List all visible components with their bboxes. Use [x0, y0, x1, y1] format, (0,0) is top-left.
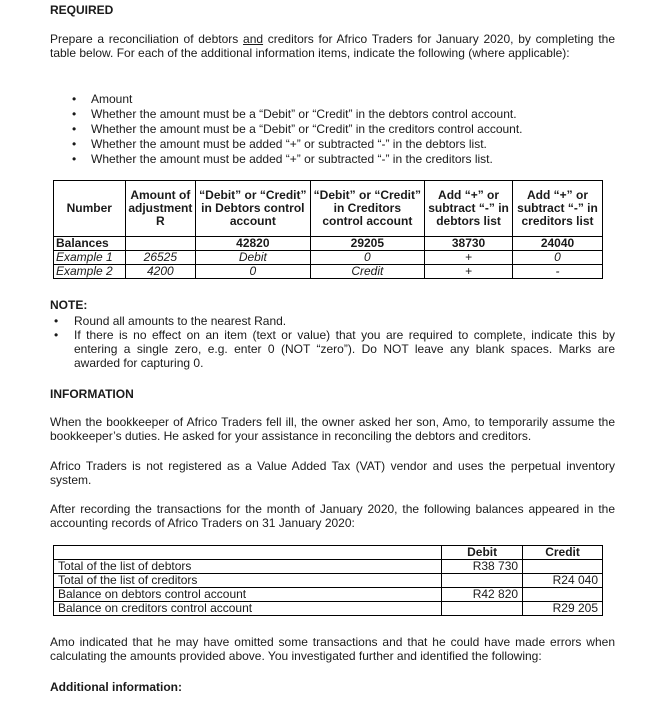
required-heading: REQUIRED	[50, 3, 114, 17]
cell-credit: R29 205	[523, 602, 603, 616]
cell-debtors-list: +	[425, 251, 513, 265]
row-label: Example 2	[54, 265, 126, 279]
cell-debtors-control: Debit	[196, 251, 311, 265]
cell-amount	[125, 237, 196, 251]
closing-paragraph: Amo indicated that he may have omitted some transactions and that he could have made errors when calculating the amounts provided above. You investigated further and identified the following:	[50, 635, 615, 663]
header-blank	[54, 546, 442, 560]
table-row	[54, 265, 603, 279]
cell-amount: 4200	[125, 265, 196, 279]
cell-creditors-control: 29205	[310, 237, 425, 251]
cell-credit: R24 040	[523, 574, 603, 588]
header-debtors-control: “Debit” or “Credit” in Debtors control account	[196, 181, 311, 237]
cell-creditors-list: 0	[513, 251, 603, 265]
header-creditors-list: Add “+” or subtract “-” in creditors list	[513, 181, 603, 237]
cell-amount: 26525	[125, 251, 196, 265]
additional-heading: Additional information:	[50, 680, 182, 694]
row-label: Balance on debtors control account	[54, 588, 442, 602]
table-row	[54, 588, 603, 602]
requirements-list	[66, 92, 626, 167]
table-row	[54, 560, 603, 574]
intro-paragraph	[50, 32, 615, 60]
cell-debit: R38 730	[442, 560, 523, 574]
list-item: • Amount	[66, 92, 626, 107]
list-item: • Whether the amount must be a “Debit” or “Credit” in the creditors control account.	[66, 122, 626, 137]
cell-debtors-control: 42820	[196, 237, 311, 251]
row-label: Total of the list of debtors	[54, 560, 442, 574]
list-item: • Whether the amount must be a “Debit” or “Credit” in the debtors control account.	[66, 107, 626, 122]
header-credit: Credit	[523, 546, 603, 560]
reconciliation-table	[53, 180, 603, 279]
table-row	[54, 574, 603, 588]
cell-creditors-list: 24040	[513, 237, 603, 251]
header-debtors-list: Add “+” or subtract “-” in debtors list	[425, 181, 513, 237]
intro-underlined: and	[243, 32, 264, 46]
row-label: Balances	[54, 237, 126, 251]
table-row	[54, 602, 603, 616]
header-debit: Debit	[442, 546, 523, 560]
cell-debit: R42 820	[442, 588, 523, 602]
cell-debtors-list: +	[425, 265, 513, 279]
cell-debtors-list: 38730	[425, 237, 513, 251]
cell-creditors-list: -	[513, 265, 603, 279]
header-creditors-control: “Debit” or “Credit” in Creditors control account	[310, 181, 425, 237]
intro-text-1: Prepare a reconciliation of debtors	[50, 32, 244, 46]
header-amount: Amount of adjustment R	[125, 181, 196, 237]
cell-debit	[442, 574, 523, 588]
table-row	[54, 251, 603, 265]
cell-credit	[523, 588, 603, 602]
information-heading: INFORMATION	[50, 387, 134, 401]
info-paragraph: After recording the transactions for the month of January 2020, the following balances appeared in the accounting records of Africo Traders on 31 January 2020:	[50, 502, 615, 530]
list-item: • Whether the amount must be added “+” or subtracted “-” in the debtors list.	[66, 137, 626, 152]
list-item: • Whether the amount must be added “+” or subtracted “-” in the creditors list.	[66, 152, 626, 167]
list-item: • Round all amounts to the nearest Rand.	[50, 314, 615, 328]
cell-credit	[523, 560, 603, 574]
header-number: Number	[54, 181, 126, 237]
cell-creditors-control: 0	[310, 251, 425, 265]
cell-debtors-control: 0	[196, 265, 311, 279]
list-item: • If there is no effect on an item (text or value) that you are required to complete, indicate this by entering a single zero, e.g. enter 0 (NOT “zero”). Do NOT leave any blank spaces. Marks are awarded for capturing 0.	[50, 328, 615, 370]
balances-table	[53, 545, 603, 616]
cell-creditors-control: Credit	[310, 265, 425, 279]
row-label: Balance on creditors control account	[54, 602, 442, 616]
cell-debit	[442, 602, 523, 616]
note-heading: NOTE:	[50, 298, 88, 312]
notes-list	[50, 314, 615, 370]
intro-text-2: creditors for Africo Traders for January 2020, by completing the table below. For each of the additional information items, indicate the following (where applicable):	[50, 32, 616, 60]
info-paragraph: Africo Traders is not registered as a Value Added Tax (VAT) vendor and uses the perpetual inventory system.	[50, 459, 615, 487]
row-label: Example 1	[54, 251, 126, 265]
info-paragraph: When the bookkeeper of Africo Traders fell ill, the owner asked her son, Amo, to temporarily assume the bookkeeper’s duties. He asked for your assistance in reconciling the debtors and creditors.	[50, 415, 615, 443]
table-row	[54, 237, 603, 251]
row-label: Total of the list of creditors	[54, 574, 442, 588]
